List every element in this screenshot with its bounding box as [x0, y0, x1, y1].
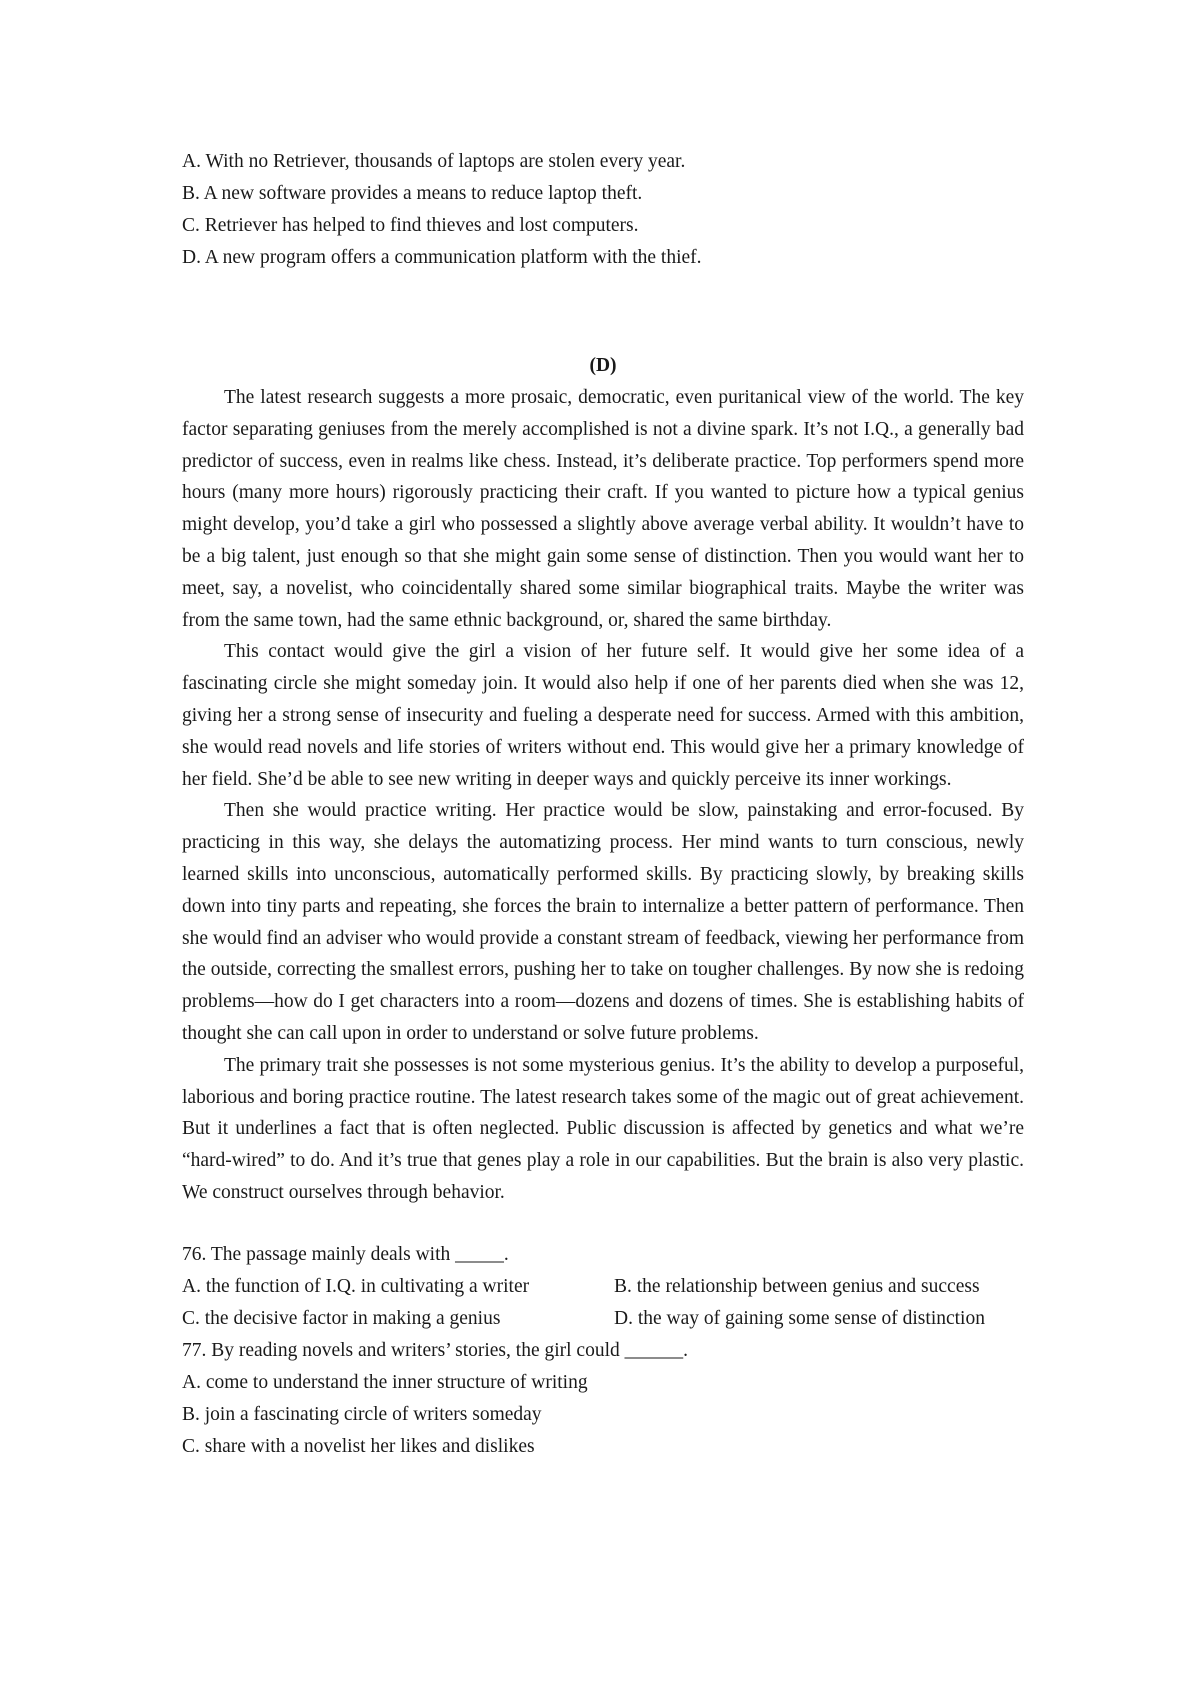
- question-77-stem: 77. By reading novels and writers’ stories, the girl could ______.: [182, 1339, 689, 1361]
- passage: [182, 382, 1024, 1209]
- question-76-stem: 76. The passage mainly deals with _____.: [182, 1243, 509, 1265]
- previous-question-options: [182, 146, 1024, 274]
- question-76-option-a: A. the function of I.Q. in cultivating a writer: [182, 1275, 530, 1297]
- option-a: A. With no Retriever, thousands of laptops are stolen every year.: [182, 151, 686, 172]
- paragraph-1: The latest research suggests a more prosaic, democratic, even puritanical view of the world. The key factor separating geniuses from the merely accomplished is not a divine spark. It’s not I.Q., a generally bad predictor of success, even in realms like chess. Instead, it’s deliberate practice. Top performers spend more hours (many more hours) rigorously practicing their craft. If you wanted to picture how a typical genius might develop, you’d take a girl who possessed a slightly above average verbal ability. It wouldn’t have to be a big talent, just enough so that she might gain some sense of distinction. Then you would want her to meet, say, a novelist, who coincidentally shared some similar biographical traits. Maybe the writer was from the same town, had the same ethnic background, or, shared the same birthday.: [182, 387, 1024, 631]
- questions: [182, 1239, 1024, 1463]
- question-76-option-c: C. the decisive factor in making a genius: [182, 1307, 501, 1329]
- question-76-options-row-1: [182, 1271, 1024, 1303]
- section-title: (D): [589, 355, 617, 376]
- paragraph-4: The primary trait she possesses is not some mysterious genius. It’s the ability to develop a purposeful, laborious and boring practice routine. The latest research takes some of the magic out of great achievement. But it underlines a fact that is often neglected. Public discussion is affected by genetics and what we’re “hard-wired” to do. And it’s true that genes play a role in our capabilities. But the brain is also very plastic. We construct ourselves through behavior.: [182, 1054, 1024, 1203]
- question-76-option-d: D. the way of gaining some sense of distinction: [614, 1307, 985, 1329]
- document-page: [182, 146, 1024, 1463]
- question-76-options-row-2: [182, 1303, 1024, 1335]
- option-d: D. A new program offers a communication platform with the thief.: [182, 247, 702, 268]
- question-77-option-b: B. join a fascinating circle of writers someday: [182, 1403, 542, 1425]
- paragraph-2: This contact would give the girl a vision of her future self. It would give her some idea of a fascinating circle she might someday join. It would also help if one of her parents died when she was 12, giving her a strong sense of insecurity and fueling a desperate need for success. Armed with this ambition, she would read novels and life stories of writers without end. This would give her a primary knowledge of her field. She’d be able to see new writing in deeper ways and quickly perceive its inner workings.: [182, 641, 1024, 790]
- question-76-option-b: B. the relationship between genius and success: [614, 1275, 980, 1297]
- option-c: C. Retriever has helped to find thieves and lost computers.: [182, 215, 639, 236]
- paragraph-3: Then she would practice writing. Her practice would be slow, painstaking and error-focused. By practicing in this way, she delays the automatizing process. Her mind wants to turn conscious, newly learned skills into unconscious, automatically performed skills. By practicing slowly, by breaking skills down into tiny parts and repeating, she forces the brain to internalize a better pattern of performance. Then she would find an adviser who would provide a constant stream of feedback, viewing her performance from the outside, correcting the smallest errors, pushing her to take on tougher challenges. By now she is redoing problems—how do I get characters into a room—dozens and dozens of times. She is establishing habits of thought she can call upon in order to understand or solve future problems.: [182, 800, 1025, 1044]
- question-77-option-c: C. share with a novelist her likes and dislikes: [182, 1435, 535, 1457]
- question-77-option-a: A. come to understand the inner structure of writing: [182, 1371, 588, 1393]
- option-b: B. A new software provides a means to reduce laptop theft.: [182, 183, 643, 204]
